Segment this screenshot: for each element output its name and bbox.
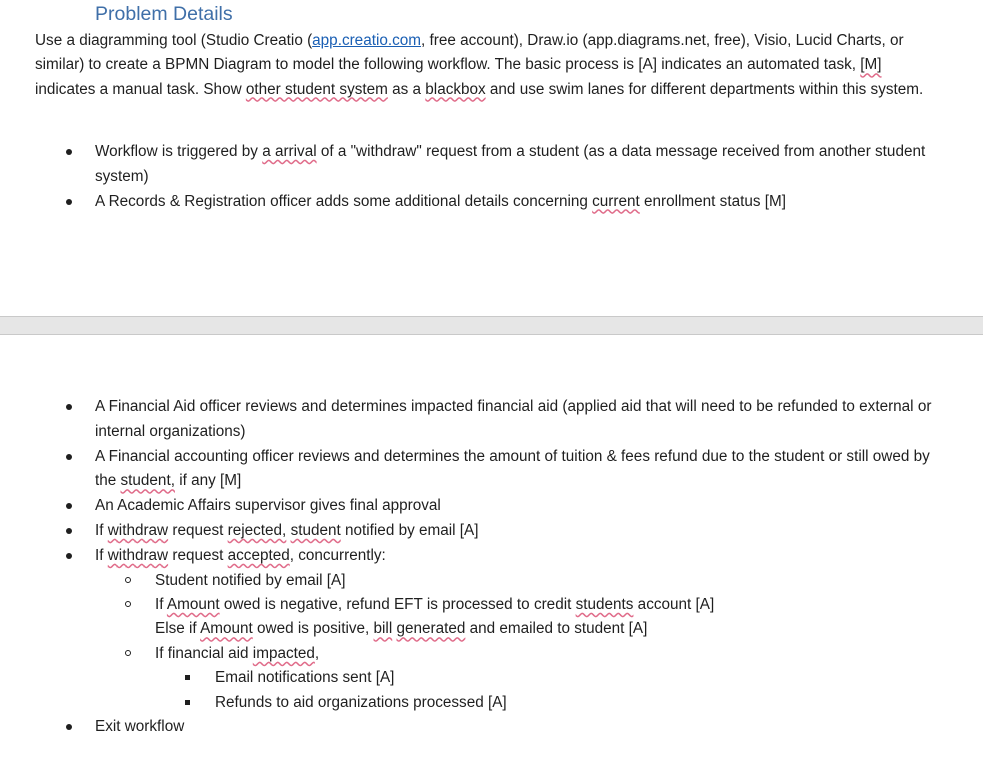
list-item: A Financial accounting officer reviews and determines the amount of tuition & fees refund due to the student or still owed by the student, if any [M]	[35, 445, 940, 495]
list-item: Exit workflow	[35, 715, 940, 740]
intro-other-student-system: other student system	[245, 80, 388, 98]
creatio-link[interactable]: app.creatio.com	[312, 32, 422, 49]
sub-list-item: If financial aid impacted,	[35, 642, 940, 666]
intro-text-4: as a	[387, 80, 426, 98]
list-item: A Financial Aid officer reviews and determines impacted financial aid (applied aid that will need to be refunded to external or internal organizations)	[35, 395, 940, 445]
intro-paragraph	[35, 29, 935, 102]
document-page-1	[0, 0, 983, 316]
list-item: If withdraw request accepted, concurrently:	[35, 544, 940, 569]
page-break-gap	[0, 316, 983, 335]
sub-list-item: If Amount owed is negative, refund EFT is processed to credit students account [A] Else if Amount owed is positive, bill generated and emailed to student [A]	[35, 593, 940, 642]
intro-m-marker: [M]	[860, 56, 882, 74]
intro-text-2: , free account), Draw.io (app.diagrams.net, free), Visio, Lucid Charts, or similar) to create a BPMN Diagram to model the following workflow. The basic process is [A] indicates an automated task,	[35, 32, 904, 74]
sub-list-item-continuation: Else if Amount owed is positive, bill generated and emailed to student [A]	[155, 620, 648, 638]
workflow-list-page-1	[35, 140, 935, 214]
sub-list-item: Student notified by email [A]	[35, 569, 940, 593]
intro-blackbox: blackbox	[425, 80, 486, 98]
document-page-2	[0, 335, 983, 757]
workflow-list-page-2	[35, 395, 940, 740]
list-item: If withdraw request rejected, student notified by email [A]	[35, 519, 940, 544]
list-item: A Records & Registration officer adds some additional details concerning current enrollment status [M]	[35, 190, 935, 215]
list-item: Workflow is triggered by a arrival of a "withdraw" request from a student (as a data message received from another student system)	[35, 140, 935, 190]
sub-sub-list-item: Email notifications sent [A]	[35, 666, 940, 690]
list-item: An Academic Affairs supervisor gives final approval	[35, 494, 940, 519]
intro-text-5: and use swim lanes for different departments within this system.	[485, 80, 924, 98]
sub-sub-list-item: Refunds to aid organizations processed [A]	[35, 691, 940, 715]
intro-text-1: Use a diagramming tool (Studio Creatio (	[35, 32, 313, 49]
intro-text-3: indicates a manual task. Show	[35, 80, 246, 98]
section-heading: Problem Details	[95, 3, 233, 25]
